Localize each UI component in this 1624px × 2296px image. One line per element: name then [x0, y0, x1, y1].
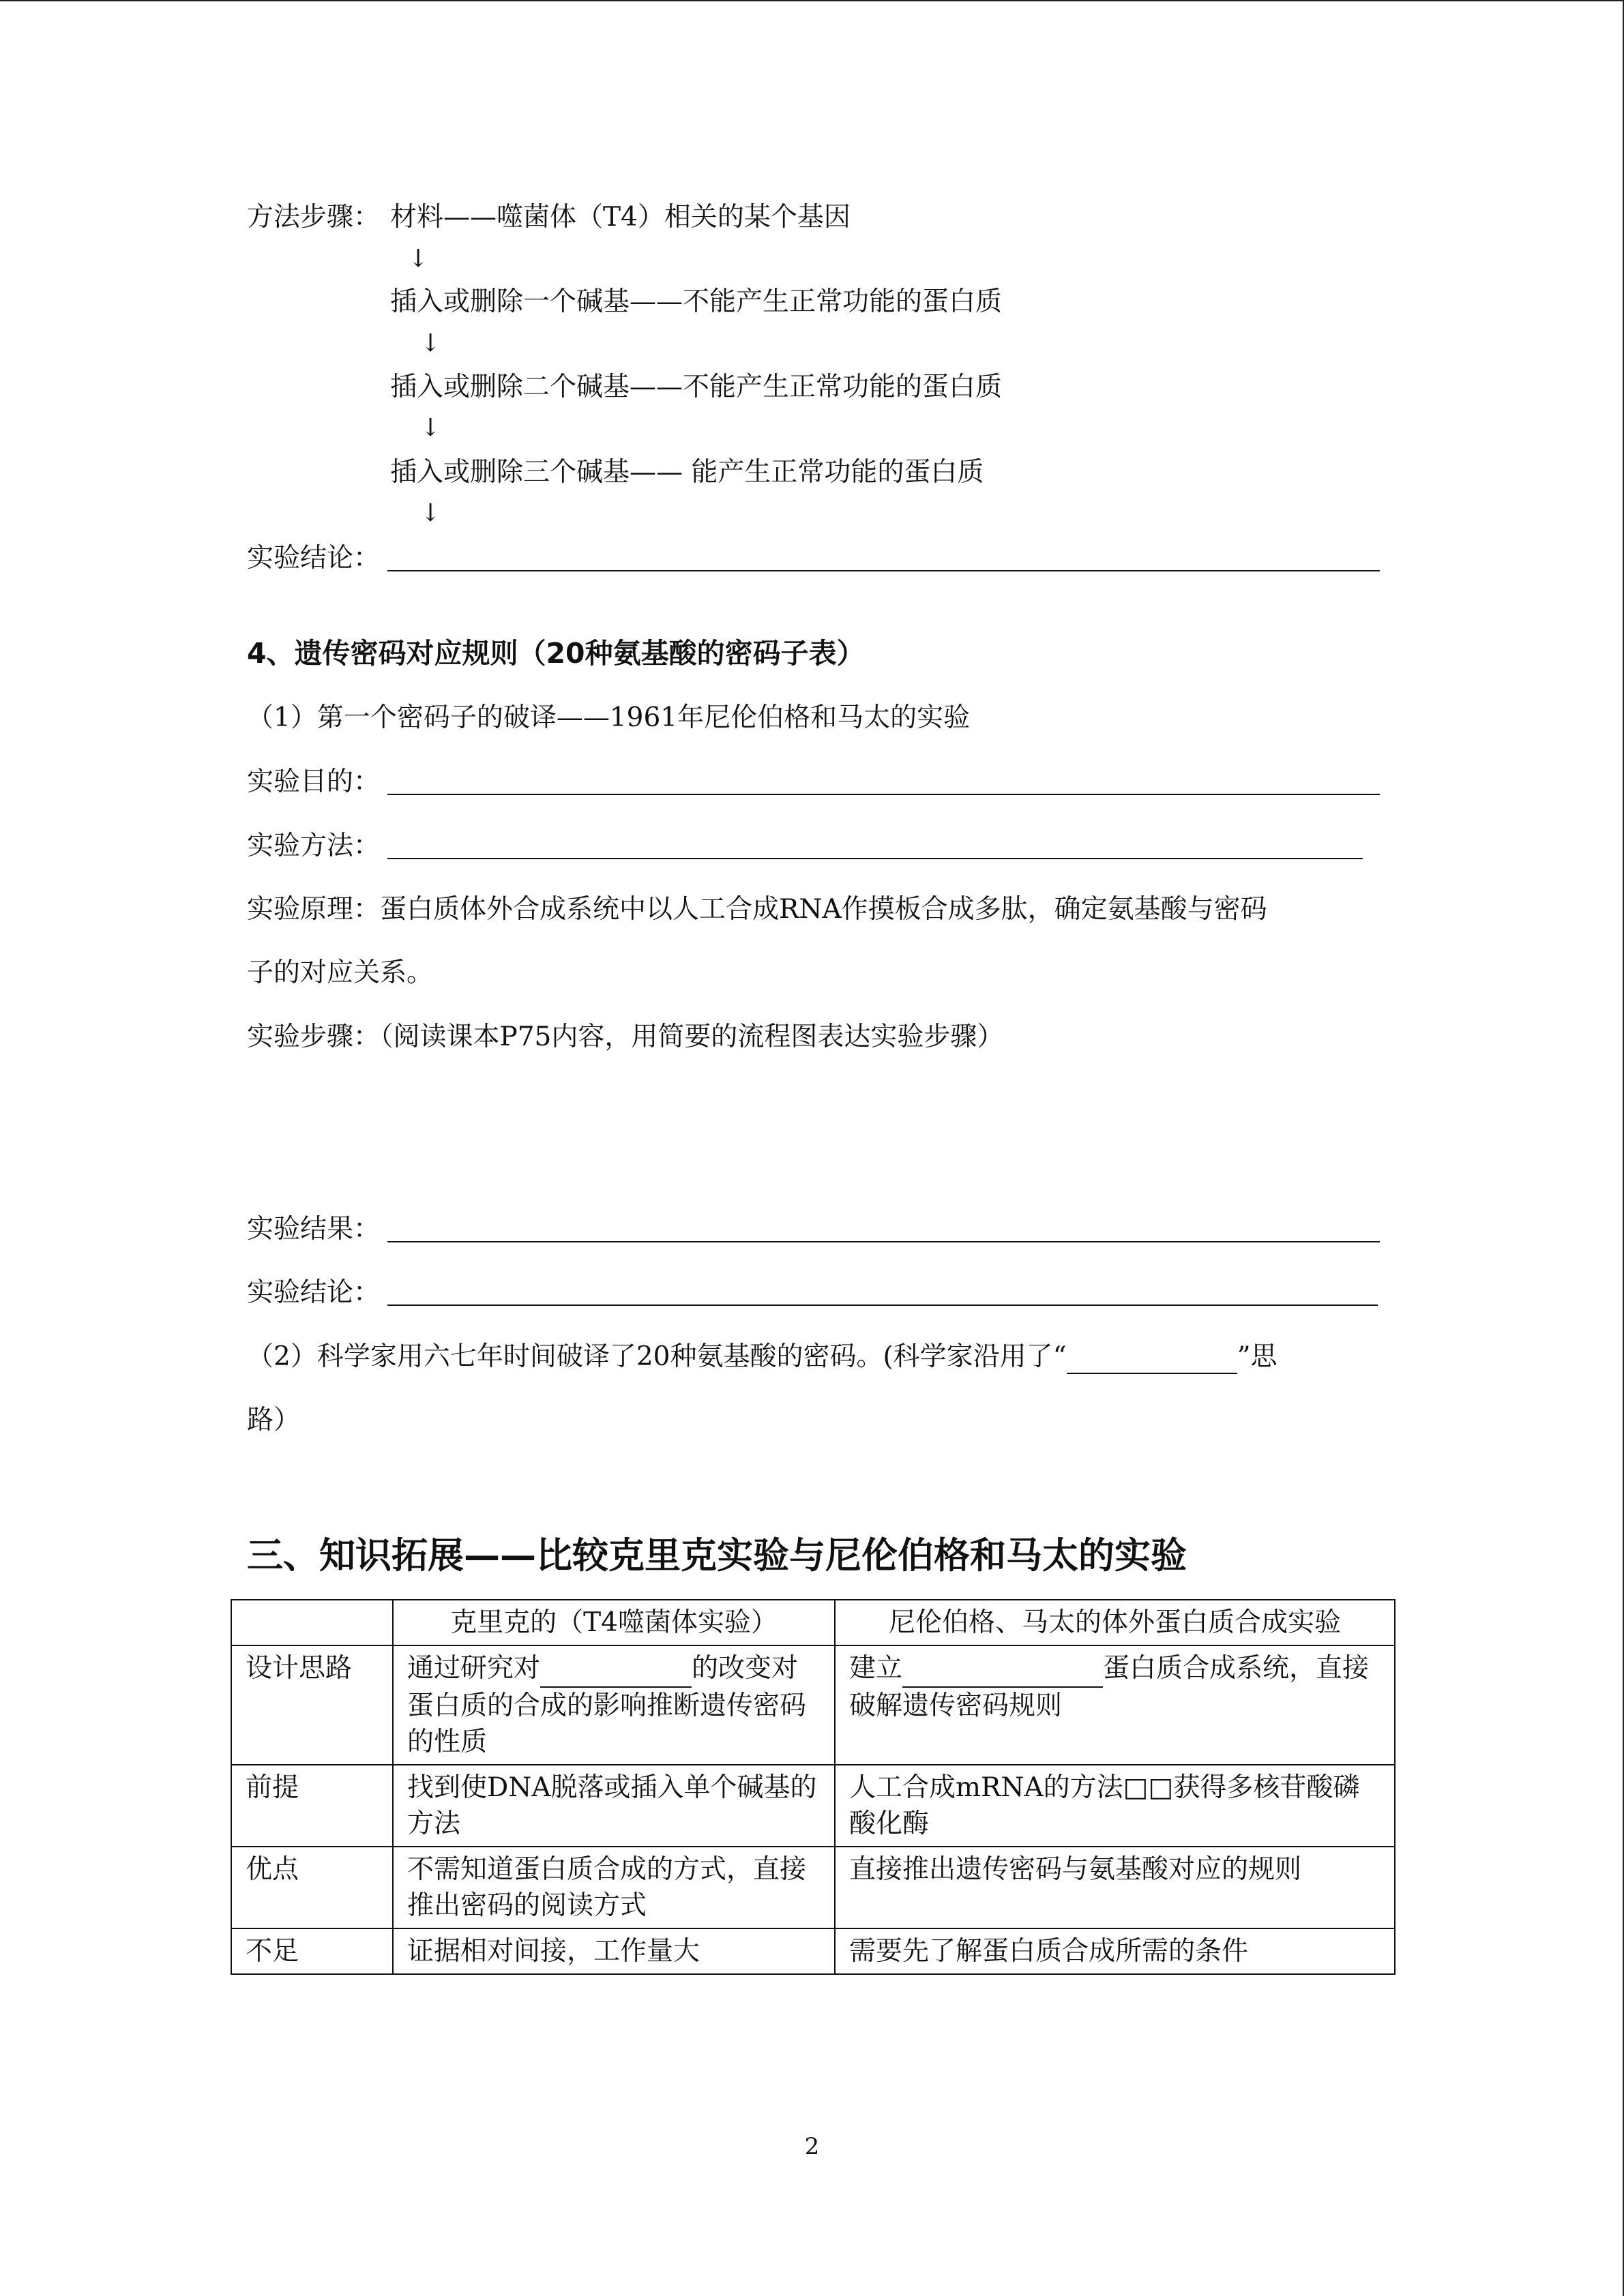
table-header-crick: 克里克的（T4噬菌体实验） — [393, 1600, 835, 1645]
method-step-4: 插入或删除三个碱基—— 能产生正常功能的蛋白质 — [390, 457, 984, 488]
purpose-answer-line[interactable] — [387, 794, 1380, 795]
table-row — [231, 1645, 1395, 1765]
down-arrow-icon: ↓ — [408, 245, 429, 273]
method-step-1: 材料——噬菌体（T4）相关的某个基因 — [390, 202, 851, 233]
subsection-2-line-1 — [247, 1341, 1278, 1374]
crick-blank[interactable] — [540, 1650, 692, 1688]
down-arrow-icon: ↓ — [420, 329, 441, 357]
steps-label: 实验步骤：（阅读课本P75内容，用简要的流程图表达实验步骤） — [247, 1022, 1004, 1052]
down-arrow-icon: ↓ — [420, 499, 441, 527]
table-row — [231, 1765, 1395, 1847]
row-label: 设计思路 — [231, 1645, 393, 1765]
method-step-2: 插入或删除一个碱基——不能产生正常功能的蛋白质 — [390, 286, 1003, 317]
table-cell: 人工合成mRNA的方法□□获得多核苷酸磷酸化酶 — [835, 1765, 1395, 1847]
purpose-label: 实验目的： — [247, 766, 381, 797]
conclusion-label-1: 实验结论： — [247, 543, 381, 573]
table-cell: 直接推出遗传密码与氨基酸对应的规则 — [835, 1847, 1395, 1928]
cell-text: 蛋白质合成系统，直接破解遗传密码规则 — [849, 1653, 1370, 1721]
method-step-3: 插入或删除二个碱基——不能产生正常功能的蛋白质 — [390, 372, 1003, 402]
cell-text: 通过研究对 — [407, 1653, 541, 1684]
nirenberg-blank[interactable] — [902, 1650, 1103, 1688]
table-cell: 找到使DNA脱落或插入单个碱基的方法 — [393, 1765, 835, 1847]
subsection-1-title: （1）第一个密码子的破译——1961年尼伦伯格和马太的实验 — [247, 702, 971, 733]
conclusion-label-2: 实验结论： — [247, 1277, 381, 1308]
row-label: 优点 — [231, 1847, 393, 1928]
table-cell: 不需知道蛋白质合成的方式，直接推出密码的阅读方式 — [393, 1847, 835, 1928]
section-4-heading: 4、遗传密码对应规则（20种氨基酸的密码子表） — [247, 637, 865, 670]
conclusion-answer-line-2[interactable] — [387, 1304, 1378, 1306]
section-3-heading: 三、知识拓展——比较克里克实验与尼伦伯格和马太的实验 — [247, 1535, 1187, 1577]
down-arrow-icon: ↓ — [420, 414, 441, 442]
table-cell — [835, 1645, 1395, 1765]
method-steps-label: 方法步骤： — [247, 202, 381, 233]
table-header-nirenberg: 尼伦伯格、马太的体外蛋白质合成实验 — [835, 1600, 1395, 1645]
table-row — [231, 1928, 1395, 1974]
table-cell — [393, 1645, 835, 1765]
cell-text: 的改变对蛋白质的合成的影响推断遗传密码的性质 — [407, 1653, 807, 1757]
subsection-2-text-end: ”思 — [1237, 1341, 1278, 1372]
cell-text: 建立 — [849, 1653, 903, 1684]
table-cell: 需要先了解蛋白质合成所需的条件 — [835, 1928, 1395, 1974]
table-header-row — [231, 1600, 1395, 1645]
table-cell: 证据相对间接，工作量大 — [393, 1928, 835, 1974]
page-number: 2 — [804, 2133, 820, 2160]
subsection-2-text: （2）科学家用六七年时间破译了20种氨基酸的密码。(科学家沿用了“ — [247, 1341, 1067, 1372]
row-label: 前提 — [231, 1765, 393, 1847]
principle-line-2: 子的对应关系。 — [247, 957, 434, 988]
conclusion-answer-line-1[interactable] — [387, 570, 1380, 571]
row-label: 不足 — [231, 1928, 393, 1974]
table-row — [231, 1847, 1395, 1928]
idea-blank[interactable] — [1067, 1341, 1237, 1374]
table-header-empty — [231, 1600, 393, 1645]
comparison-table — [231, 1599, 1396, 1975]
result-answer-line[interactable] — [387, 1241, 1380, 1242]
principle-line-1: 实验原理：蛋白质体外合成系统中以人工合成RNA作摸板合成多肽，确定氨基酸与密码 — [247, 894, 1267, 925]
result-label: 实验结果： — [247, 1214, 381, 1244]
method-label: 实验方法： — [247, 831, 381, 861]
method-answer-line[interactable] — [387, 858, 1363, 859]
subsection-2-line-2: 路） — [247, 1405, 301, 1435]
